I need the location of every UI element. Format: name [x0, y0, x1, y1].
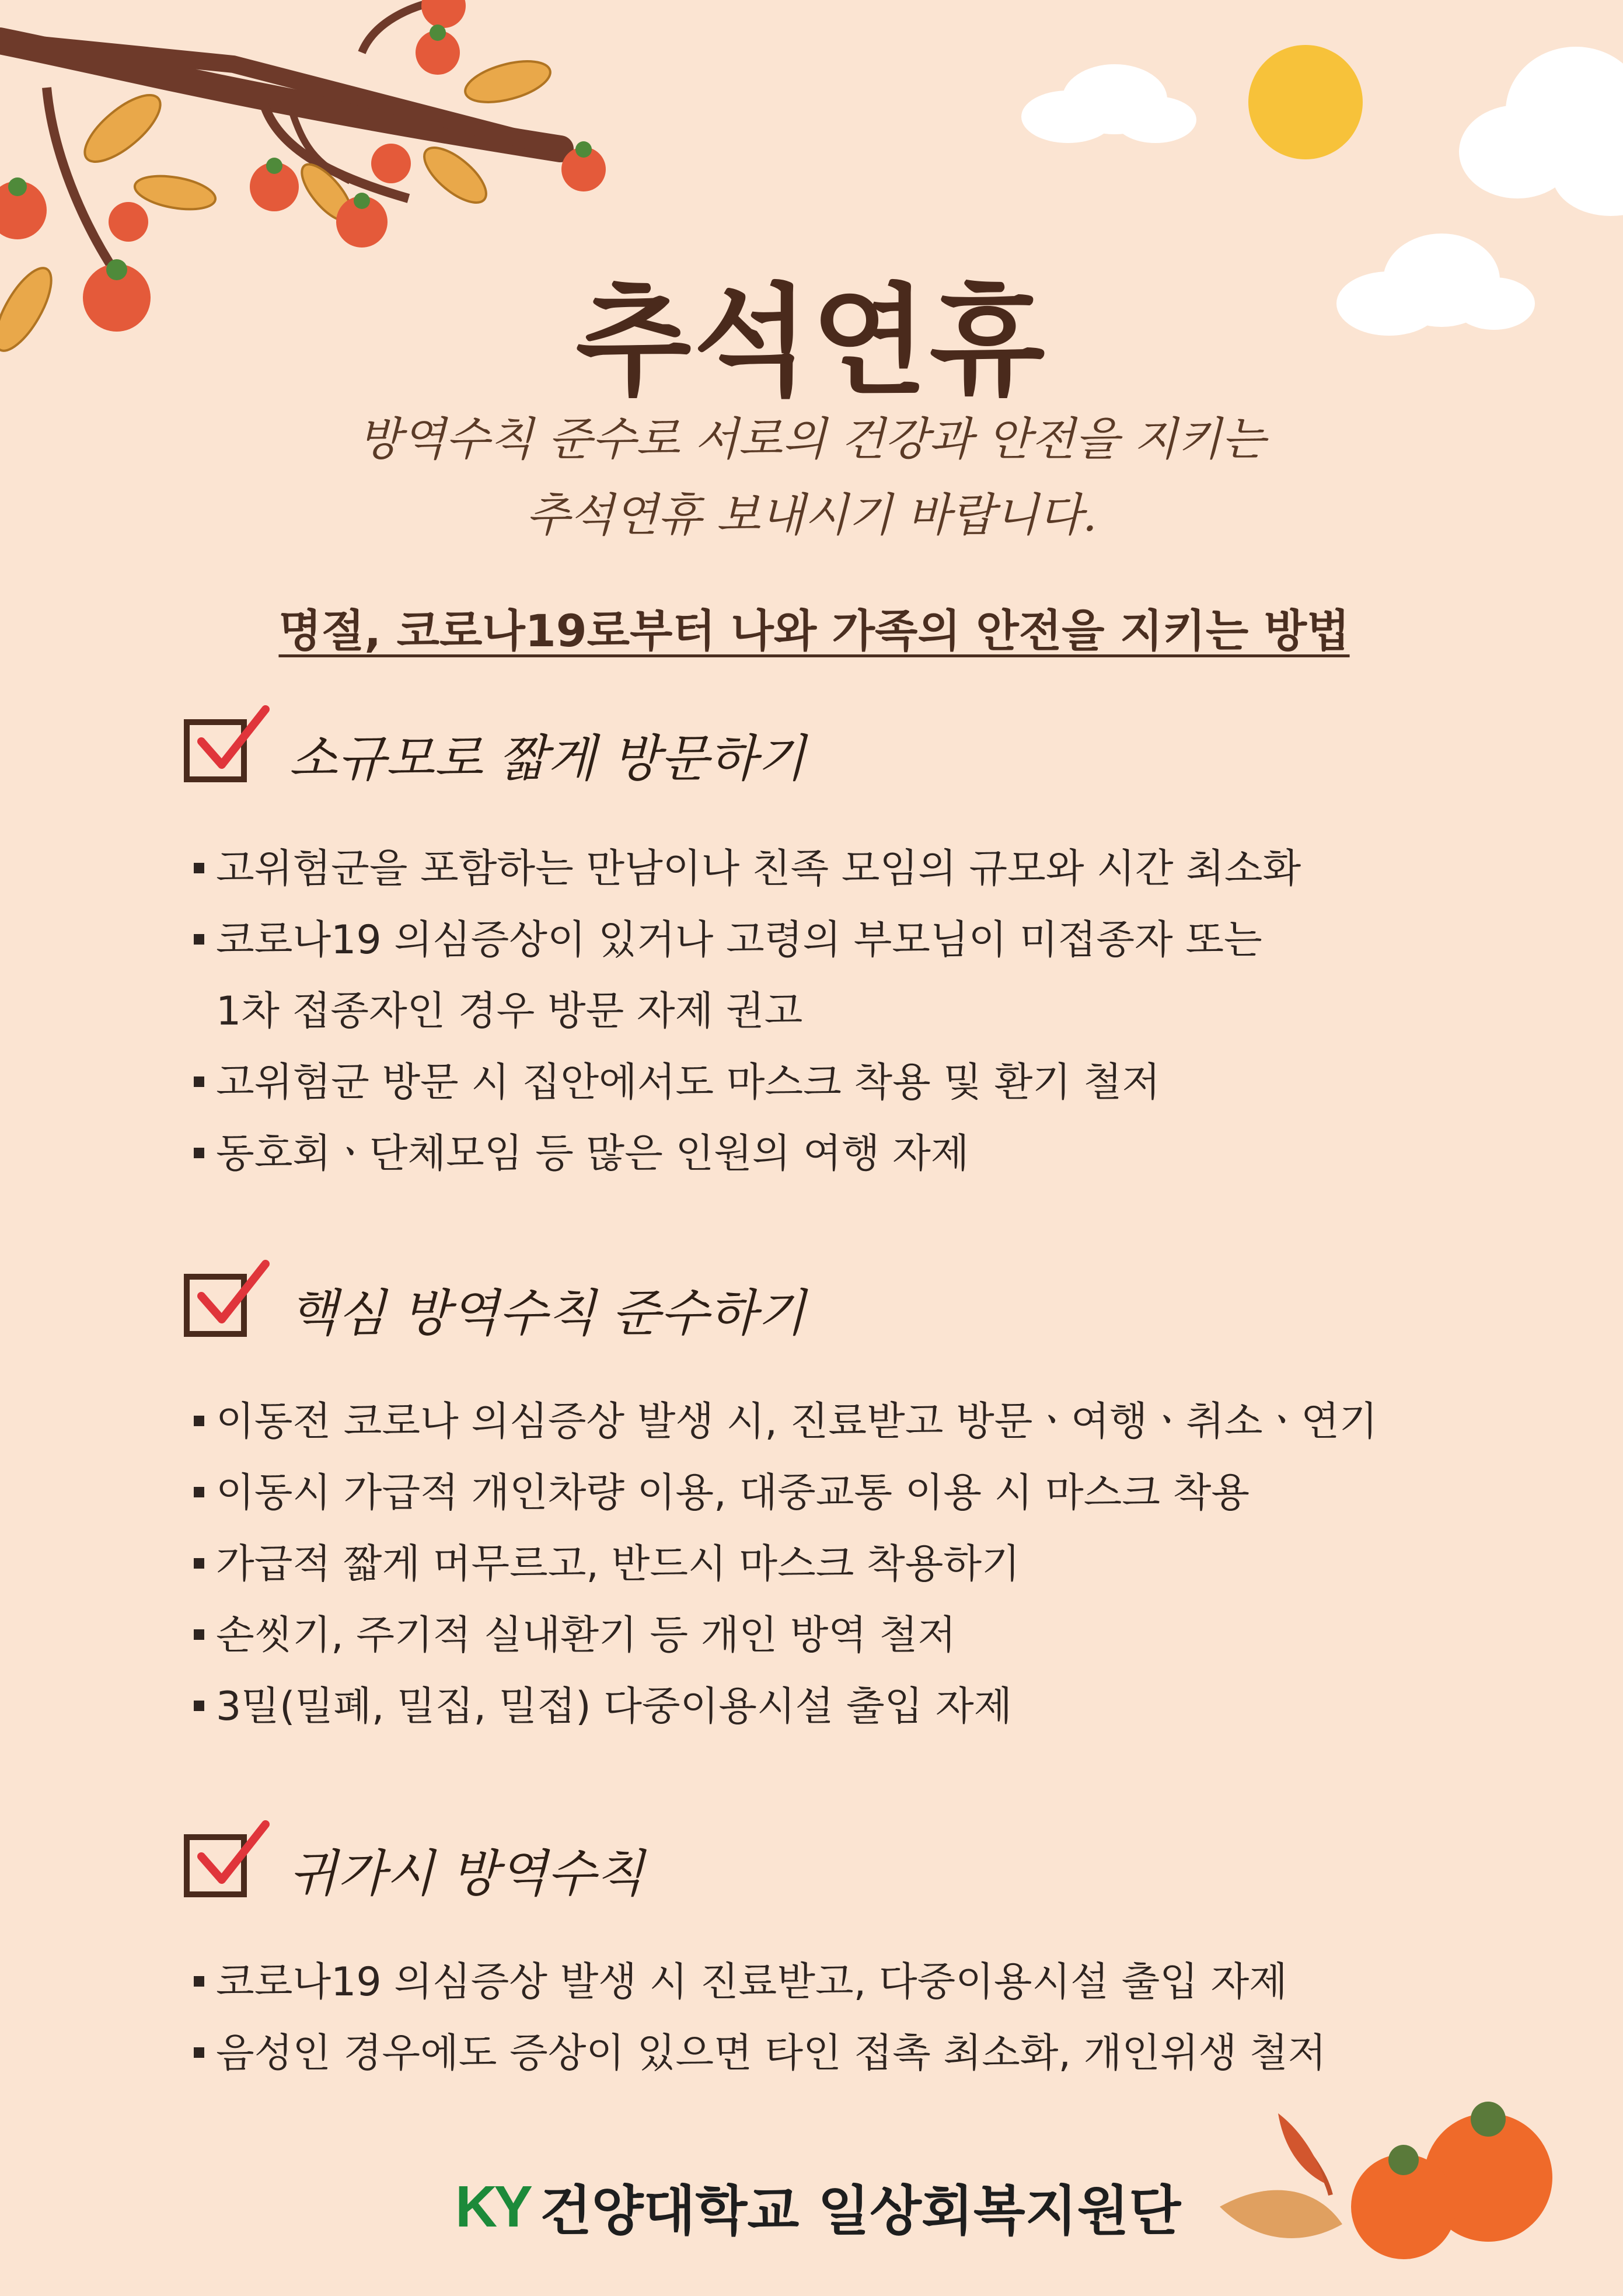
list-item-text: 손씻기, 주기적 실내환기 등 개인 방역 철저 [216, 1612, 957, 1659]
section-title: 핵심 방역수칙 준수하기 [289, 1284, 806, 1343]
bullet-icon [194, 1558, 204, 1569]
bullet-icon [194, 1487, 204, 1497]
list-item [216, 1600, 1378, 1671]
bullet-icon [194, 1076, 204, 1087]
checkmark-icon [190, 701, 271, 782]
list-item-text: 이동시 가급적 개인차량 이용, 대중교통 이용 시 마스크 착용 [216, 1470, 1250, 1516]
footer-logo [455, 2172, 1181, 2242]
list-item-text-continued: 1차 접종자인 경우 방문 자제 권고 [216, 988, 803, 1034]
list-item [216, 2018, 1326, 2089]
bullet-icon [194, 1701, 204, 1711]
page-title: 추석연휴 [575, 273, 1048, 412]
section-title: 소규모로 짧게 방문하기 [289, 730, 806, 788]
subtitle-line-2: 추석연휴 보내시기 바랍니다. [526, 489, 1097, 542]
list-item [216, 834, 1301, 905]
list-item [216, 1386, 1378, 1458]
section-title: 귀가시 방역수칙 [289, 1845, 644, 1903]
bullet-icon [194, 2047, 204, 2058]
list-item [216, 1047, 1301, 1119]
list-item [216, 1671, 1378, 1743]
bullet-icon [194, 1629, 204, 1640]
section-list-core-rules [216, 1386, 1378, 1743]
organization-name: 건양대학교 일상회복지원단 [539, 2180, 1181, 2242]
list-item-text: 코로나19 의심증상 발생 시 진료받고, 다중이용시설 출입 자제 [216, 1959, 1287, 2005]
subtitle-line-1: 방역수칙 준수로 서로의 건강과 안전을 지키는 [357, 413, 1266, 466]
checkmark-icon [190, 1255, 271, 1337]
section-list-short-visit [216, 834, 1301, 1190]
university-logo-mark: KY [455, 2173, 529, 2239]
list-item [216, 1947, 1326, 2018]
list-item [216, 1458, 1378, 1529]
list-item [216, 905, 1301, 1047]
checkmark-icon [190, 1816, 271, 1897]
list-item-text: 코로나19 의심증상이 있거나 고령의 부모님이 미접종자 또는 [216, 917, 1262, 963]
bullet-icon [194, 863, 204, 873]
list-item-text: 이동전 코로나 의심증상 발생 시, 진료받고 방문ㆍ여행ㆍ취소ㆍ연기 [216, 1399, 1378, 1445]
section-list-return-rules [216, 1947, 1326, 2089]
bullet-icon [194, 934, 204, 945]
list-item-text: 고위험군 방문 시 집안에서도 마스크 착용 및 환기 철저 [216, 1060, 1161, 1106]
list-item [216, 1119, 1301, 1190]
bullet-icon [194, 1976, 204, 1987]
list-item [216, 1529, 1378, 1600]
bullet-icon [194, 1416, 204, 1426]
list-item-text: 음성인 경우에도 증상이 있으면 타인 접촉 최소화, 개인위생 철저 [216, 2030, 1327, 2076]
tips-heading: 명절, 코로나19로부터 나와 가족의 안전을 지키는 방법 [278, 605, 1350, 657]
list-item-text: 3밀(밀폐, 밀집, 밀접) 다중이용시설 출입 자제 [216, 1684, 1013, 1730]
list-item-text: 가급적 짧게 머무르고, 반드시 마스크 착용하기 [216, 1541, 1020, 1587]
list-item-text: 고위험군을 포함하는 만남이나 친족 모임의 규모와 시간 최소화 [216, 846, 1301, 892]
bullet-icon [194, 1148, 204, 1158]
list-item-text: 동호회ㆍ단체모임 등 많은 인원의 여행 자제 [216, 1131, 969, 1177]
